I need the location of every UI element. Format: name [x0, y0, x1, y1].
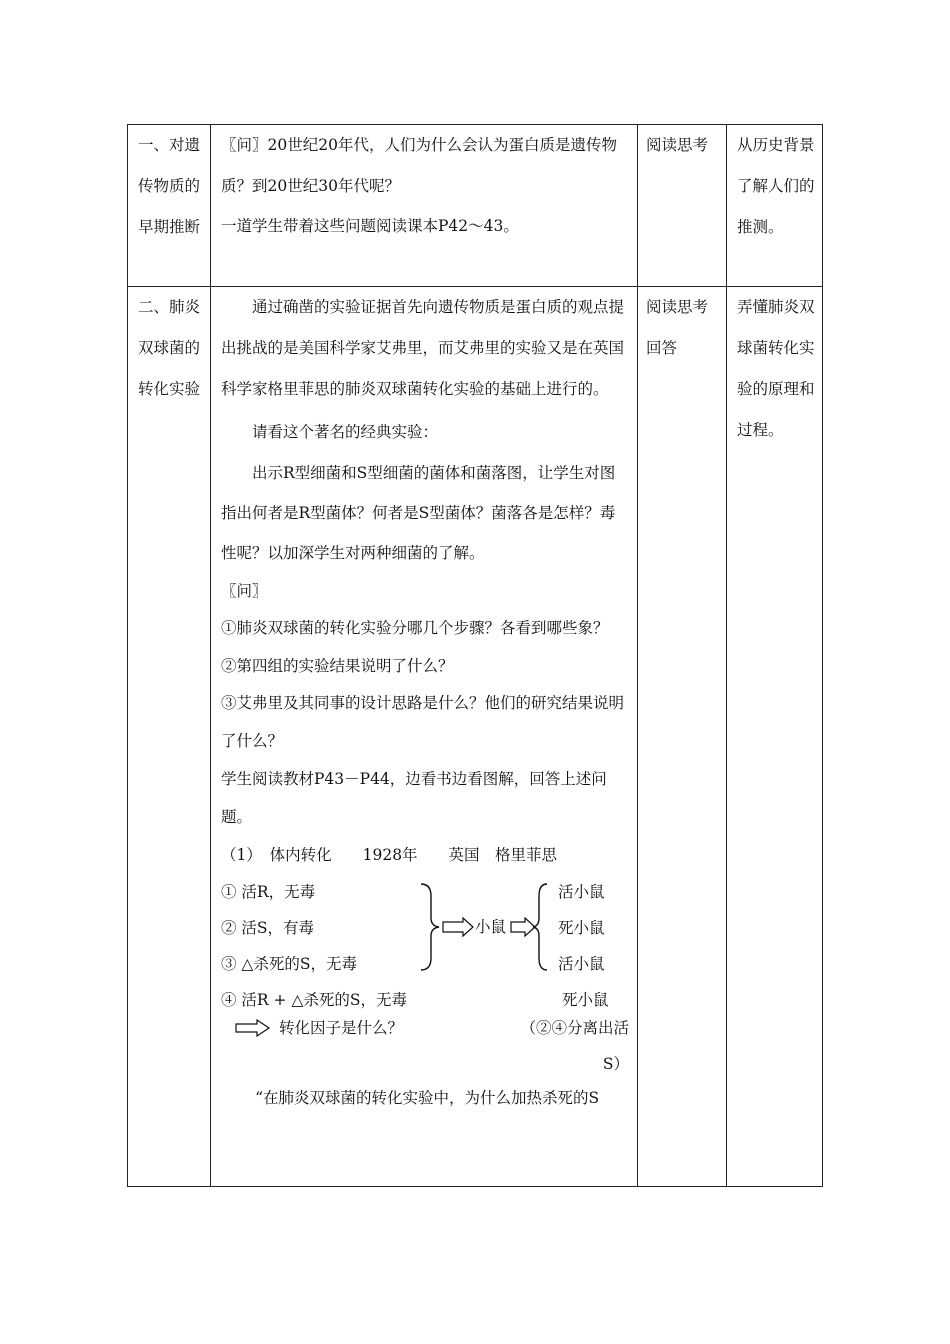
question-2: ②第四组的实验结果说明了什么？: [221, 657, 454, 675]
griffith-experiment-diagram: [221, 874, 629, 1010]
lesson-plan-table: [127, 124, 823, 1187]
instruction-text: 一道学生带着这些问题阅读课本P42～43。: [221, 217, 519, 235]
student-activity: 阅读思考回答: [646, 298, 709, 357]
arrow-icon: [235, 1019, 271, 1037]
transform-question-block: [221, 1010, 629, 1080]
section-title: 一、对遗传物质的早期推断: [138, 136, 201, 236]
result-1: 活小鼠: [558, 883, 605, 901]
step-3: ③ △杀死的S，无毒: [221, 955, 357, 973]
transform-question: 转化因子是什么？: [279, 1019, 404, 1037]
purpose-cell: [727, 125, 823, 287]
section-title: 二、肺炎双球菌的转化实验: [138, 298, 201, 398]
closing-quote: “在肺炎双球菌的转化实验中，为什么加热杀死的S: [255, 1089, 600, 1107]
table-row: [128, 287, 823, 1187]
intro-paragraph: 通过确凿的实验证据首先向遗传物质是蛋白质的观点提出挑战的是美国科学家艾弗里，而艾弗里的实验又是在英国科学家格里菲思的肺炎双球菌转化实验的基础上进行的。: [221, 298, 625, 398]
bacteria-paragraph: 出示R型细菌和S型细菌的菌体和菌落图，让学生对图指出何者是R型菌体？何者是S型菌体？菌落各是怎样？毒性呢？以加深学生对两种细菌的了解。: [221, 464, 616, 562]
activity-cell: [638, 125, 727, 287]
student-activity: 阅读思考: [646, 136, 709, 154]
arrow-icon: [443, 918, 473, 936]
experiment-intro: 请看这个著名的经典实验：: [252, 423, 439, 441]
step-2: ② 活S，有毒: [221, 919, 315, 937]
purpose-cell: [727, 287, 823, 1187]
question-text: 〖问〗20世纪20年代，人们为什么会认为蛋白质是遗传物质？到20世纪30年代呢？: [221, 136, 617, 195]
section-title-cell: [128, 125, 211, 287]
result-3: 活小鼠: [558, 955, 605, 973]
question-3: ③艾弗里及其同事的设计思路是什么？他们的研究结果说明了什么？: [221, 694, 625, 750]
content-cell: [211, 287, 638, 1187]
reading-instruction: 学生阅读教材P43－P44，边看书边看图解，回答上述问题。: [221, 770, 607, 826]
step-1: ① 活R，无毒: [221, 883, 316, 901]
result-2: 死小鼠: [558, 919, 605, 937]
experiment-heading: （1） 体内转化 1928年 英国 格里菲思: [221, 846, 558, 864]
arrow-brace-icon: [509, 882, 549, 972]
mouse-label: 小鼠: [475, 918, 507, 936]
table-row: [128, 125, 823, 287]
design-purpose: 弄懂肺炎双球菌转化实验的原理和过程。: [737, 298, 815, 439]
activity-cell: [638, 287, 727, 1187]
result-4: 死小鼠: [562, 991, 609, 1009]
content-cell: [211, 125, 638, 287]
step-4: ④ 活R + △杀死的S，无毒: [221, 991, 407, 1009]
section-title-cell: [128, 287, 211, 1187]
question-heading: 〖问〗: [221, 582, 268, 600]
transform-note: （②④分离出活S）: [520, 1019, 629, 1073]
design-purpose: 从历史背景了解人们的推测。: [737, 136, 815, 236]
question-1: ①肺炎双球菌的转化实验分哪几个步骤？各看到哪些象？: [221, 619, 609, 637]
